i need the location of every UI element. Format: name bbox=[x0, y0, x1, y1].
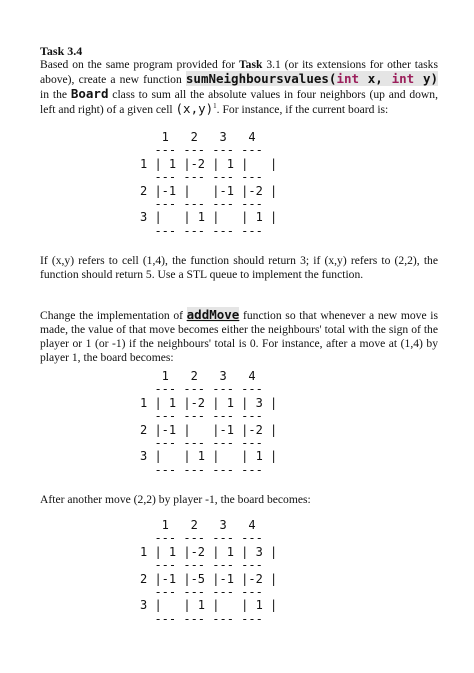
addmove-function-name: addMove bbox=[186, 307, 240, 322]
board-row: --- --- --- --- bbox=[140, 462, 263, 477]
board-row: 1 2 3 4 bbox=[140, 369, 256, 383]
board-row: --- --- --- --- bbox=[140, 197, 263, 212]
task-ref: Task bbox=[239, 58, 263, 71]
board-row: 3 | | 1 | | 1 | bbox=[140, 210, 278, 225]
return-example: If (x,y) refers to cell (1,4), the function should return 3; if (x,y) refers to (2,2), the function should return 5. Use a STL queue to implement the function. bbox=[40, 254, 438, 281]
board-row: --- --- --- --- bbox=[140, 611, 263, 626]
board-row: 1 | 1 |-2 | 1 | 3 | bbox=[140, 544, 278, 559]
board-row: --- --- --- --- bbox=[140, 143, 263, 158]
board-initial bbox=[140, 131, 277, 238]
task-description: Based on the same program provided for Task 3.1 (or its extensions for other tasks above), create a new function sumNeighboursvalues(int x, int y) in the Board class to sum all the absolute values in four neighbors (up and down, left and right) of a given cell $(x,y)^1$. For instance, if the current board is: bbox=[40, 58, 439, 116]
board-row: 3 | | 1 | | 1 | bbox=[140, 598, 278, 613]
board-row: --- --- --- --- bbox=[140, 382, 263, 397]
board-row: --- --- --- --- bbox=[140, 585, 263, 600]
cell-notation: (x,y) bbox=[175, 101, 214, 116]
addmove-description: Change the implementation of addMove function so that whenever a new move is made, the value of that move becomes either the neighbours' total with the sign of the player or 1 (or -1) if the neighbours' total is 0. For instance, after a move at (1,4) by player 1, the board becomes: bbox=[40, 307, 438, 364]
class-name: Board bbox=[70, 86, 109, 101]
board-row: 1 | 1 |-2 | 1 | | bbox=[140, 156, 278, 171]
board-row: 1 2 3 4 bbox=[140, 518, 256, 532]
board-row: 1 | 1 |-2 | 1 | 3 | bbox=[140, 395, 278, 410]
board-row: --- --- --- --- bbox=[140, 558, 263, 573]
board-after-move-2 bbox=[140, 519, 277, 626]
board-row: --- --- --- --- bbox=[140, 409, 263, 424]
board-row: --- --- --- --- bbox=[140, 531, 263, 546]
board-after-move-1 bbox=[140, 370, 277, 477]
task-heading: Task 3.4 bbox=[40, 44, 83, 58]
board-row: --- --- --- --- bbox=[140, 223, 263, 238]
board-row: --- --- --- --- bbox=[140, 170, 263, 185]
board-row: 2 |-1 |-5 |-1 |-2 | bbox=[140, 571, 278, 586]
board-row: 2 |-1 | |-1 |-2 | bbox=[140, 183, 278, 198]
board-row: 1 2 3 4 bbox=[140, 130, 256, 144]
footnote-mark: 1 bbox=[213, 102, 217, 111]
board-row: 3 | | 1 | | 1 | bbox=[140, 449, 278, 464]
function-signature: sumNeighboursvalues(int x, int y) bbox=[185, 71, 439, 86]
board-row: --- --- --- --- bbox=[140, 436, 263, 451]
board-row: 2 |-1 | |-1 |-2 | bbox=[140, 422, 278, 437]
second-move-text: After another move (2,2) by player -1, the board becomes: bbox=[40, 493, 311, 506]
